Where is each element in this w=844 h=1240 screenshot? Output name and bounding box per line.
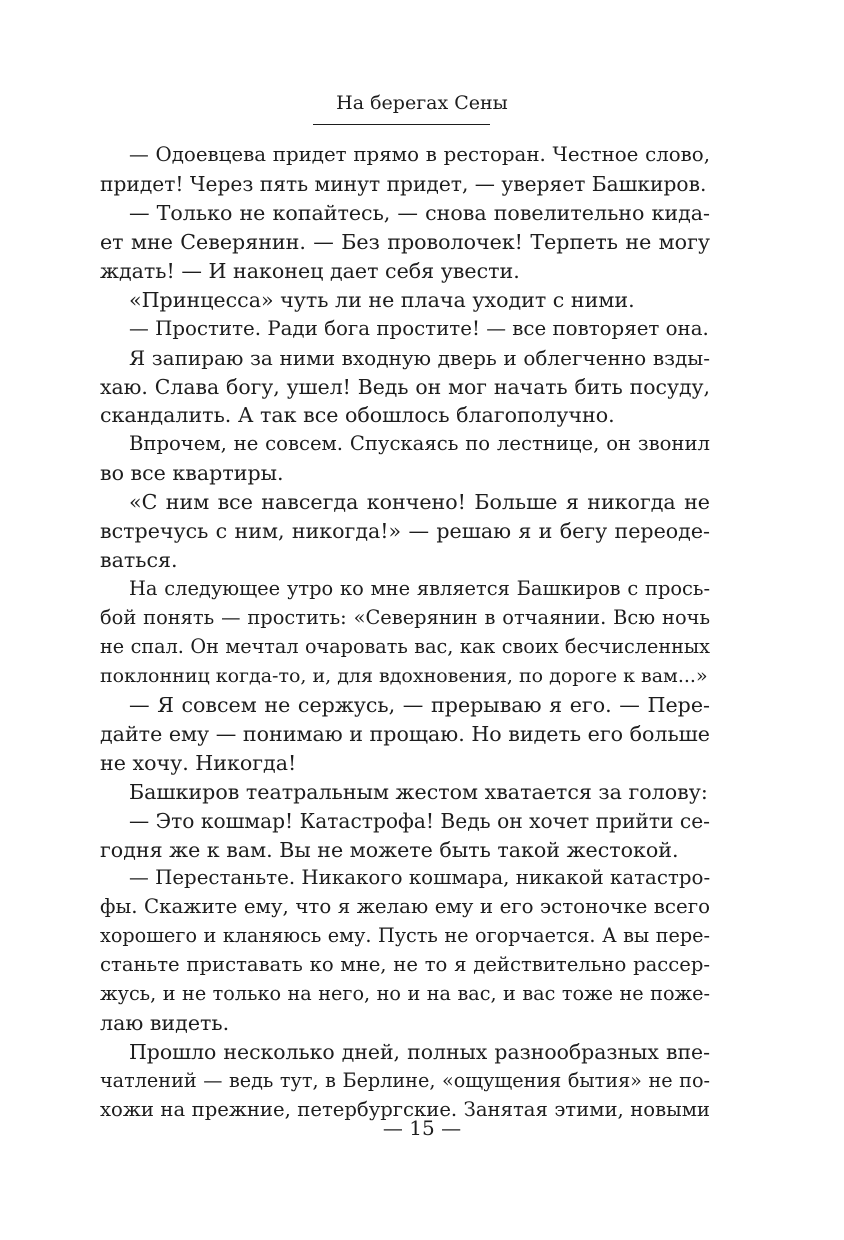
text-line: — Одоевцева придет прямо в ресторан. Честное слово, (129, 143, 710, 166)
text-line: жусь, и не только на него, но и на вас, и вас тоже не поже- (100, 982, 710, 1006)
text-line: поклонниц когда-то, и, для вдохновения, по дороге к вам...» (100, 664, 708, 687)
text-line: не спал. Он мечтал очаровать вас, как своих бесчисленных (100, 634, 710, 658)
page-number: — 15 — (382, 1116, 462, 1140)
text-line: хожи на прежние, петербургские. Занятая этими, новыми (100, 1097, 710, 1121)
text-line: лаю видеть. (100, 1011, 230, 1036)
text-line: На следующее утро ко мне является Башкиров с прось- (129, 577, 710, 601)
text-line: — Простите. Ради бога простите! — все повторяет она. (129, 316, 709, 340)
text-line: Впрочем, не совсем. Спускаясь по лестнице, он звонил (129, 432, 710, 456)
text-line: ет мне Северянин. — Без проволочек! Терпеть не могу (100, 229, 710, 254)
text-line: — Перестаньте. Никакого кошмара, никакой катастро- (129, 866, 711, 890)
text-line: во все квартиры. (100, 461, 284, 486)
text-line: скандалить. А так все обошлось благополучно. (100, 403, 615, 428)
text-line: чатлений — ведь тут, в Берлине, «ощущения бытия» не по- (100, 1069, 710, 1092)
text-line: ваться. (100, 548, 178, 573)
text-line: — Только не копайтесь, — снова повелительно кида- (129, 200, 710, 225)
running-head: На берегах Сены (336, 92, 508, 114)
text-line: Я запираю за ними входную дверь и облегченно взды- (129, 345, 710, 370)
text-line: Прошло несколько дней, полных разнообразных впе- (129, 1040, 710, 1065)
text-line: «С ним все навсегда кончено! Больше я никогда не (129, 490, 710, 515)
text-line: не хочу. Никогда! (100, 750, 297, 775)
text-line: придет! Через пять минут придет, — уверяет Башкиров. (100, 171, 707, 196)
body-text (100, 141, 710, 1125)
running-head-rule (313, 124, 490, 125)
text-line: — Я совсем не сержусь, — прерываю я его. — Пере- (129, 692, 710, 717)
text-line: дайте ему — понимаю и прощаю. Но видеть его больше (100, 721, 710, 746)
text-line: «Принцесса» чуть ли не плача уходит с ними. (129, 287, 635, 312)
text-line: бой понять — простить: «Северянин в отчаянии. Всю ночь (100, 606, 710, 629)
text-line: Башкиров театральным жестом хватается за голову: (129, 779, 708, 804)
text-line: фы. Скажите ему, что я желаю ему и его эстоночке всего (100, 895, 710, 919)
text-line: ждать! — И наконец дает себя увести. (100, 258, 520, 283)
text-line: встречусь с ним, никогда!» — решаю я и бегу переоде- (100, 519, 710, 544)
text-line: хорошего и кланяюсь ему. Пусть не огорчается. А вы пере- (100, 924, 710, 948)
text-line: — Это кошмар! Катастрофа! Ведь он хочет прийти се- (129, 808, 710, 833)
text-line: хаю. Слава богу, ушел! Ведь он мог начать бить посуду, (100, 374, 710, 399)
text-line: станьте приставать ко мне, не то я действительно рассер- (100, 953, 710, 977)
text-line: годня же к вам. Вы не можете быть такой жестокой. (100, 837, 679, 862)
